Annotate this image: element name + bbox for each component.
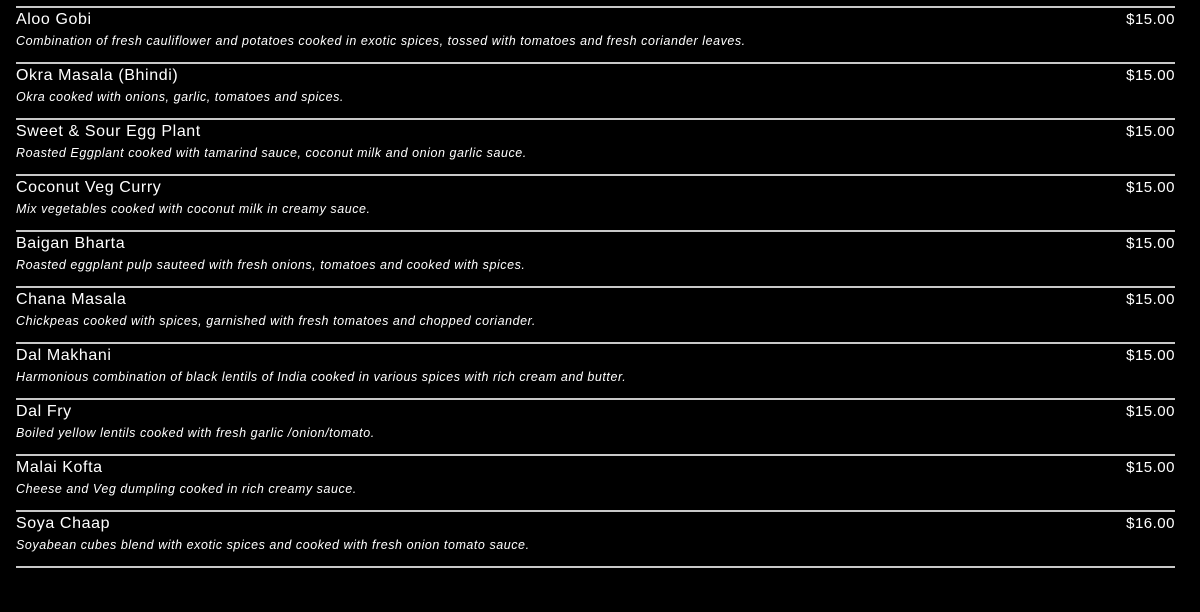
menu-item: [16, 288, 1175, 344]
item-name: Chana Masala: [16, 291, 127, 308]
menu-item: [16, 8, 1175, 64]
menu-item: [16, 64, 1175, 120]
item-name: Malai Kofta: [16, 459, 103, 476]
item-description: Boiled yellow lentils cooked with fresh garlic /onion/tomato.: [16, 426, 375, 440]
item-description: Okra cooked with onions, garlic, tomatoes and spices.: [16, 90, 344, 104]
item-price: $15.00: [1126, 67, 1175, 84]
menu-item: [16, 176, 1175, 232]
item-price: $15.00: [1126, 179, 1175, 196]
item-price: $15.00: [1126, 403, 1175, 420]
item-description: Harmonious combination of black lentils of India cooked in various spices with rich cream and butter.: [16, 370, 627, 384]
item-price: $15.00: [1126, 459, 1175, 476]
menu-item: [16, 456, 1175, 512]
item-description: Roasted eggplant pulp sauteed with fresh onions, tomatoes and cooked with spices.: [16, 258, 526, 272]
item-description: Soyabean cubes blend with exotic spices and cooked with fresh onion tomato sauce.: [16, 538, 530, 552]
item-price: $15.00: [1126, 11, 1175, 28]
item-description: Combination of fresh cauliflower and potatoes cooked in exotic spices, tossed with tomatoes and fresh coriander leaves.: [16, 34, 746, 48]
menu-item: [16, 400, 1175, 456]
item-name: Baigan Bharta: [16, 235, 126, 252]
item-name: Coconut Veg Curry: [16, 179, 162, 196]
item-name: Aloo Gobi: [16, 11, 92, 28]
item-price: $16.00: [1126, 515, 1175, 532]
menu-item: [16, 120, 1175, 176]
item-price: $15.00: [1126, 123, 1175, 140]
item-price: $15.00: [1126, 291, 1175, 308]
menu-item: [16, 344, 1175, 400]
menu-list: [16, 0, 1175, 568]
menu-item: [16, 512, 1175, 568]
item-name: Dal Makhani: [16, 347, 112, 364]
item-description: Chickpeas cooked with spices, garnished with fresh tomatoes and chopped coriander.: [16, 314, 536, 328]
divider: [16, 566, 1175, 568]
item-name: Dal Fry: [16, 403, 72, 420]
item-name: Sweet & Sour Egg Plant: [16, 123, 201, 140]
item-price: $15.00: [1126, 235, 1175, 252]
item-description: Mix vegetables cooked with coconut milk in creamy sauce.: [16, 202, 371, 216]
item-description: Roasted Eggplant cooked with tamarind sauce, coconut milk and onion garlic sauce.: [16, 146, 527, 160]
item-description: Cheese and Veg dumpling cooked in rich creamy sauce.: [16, 482, 357, 496]
item-price: $15.00: [1126, 347, 1175, 364]
item-name: Soya Chaap: [16, 515, 111, 532]
menu-item: [16, 232, 1175, 288]
item-name: Okra Masala (Bhindi): [16, 67, 179, 84]
